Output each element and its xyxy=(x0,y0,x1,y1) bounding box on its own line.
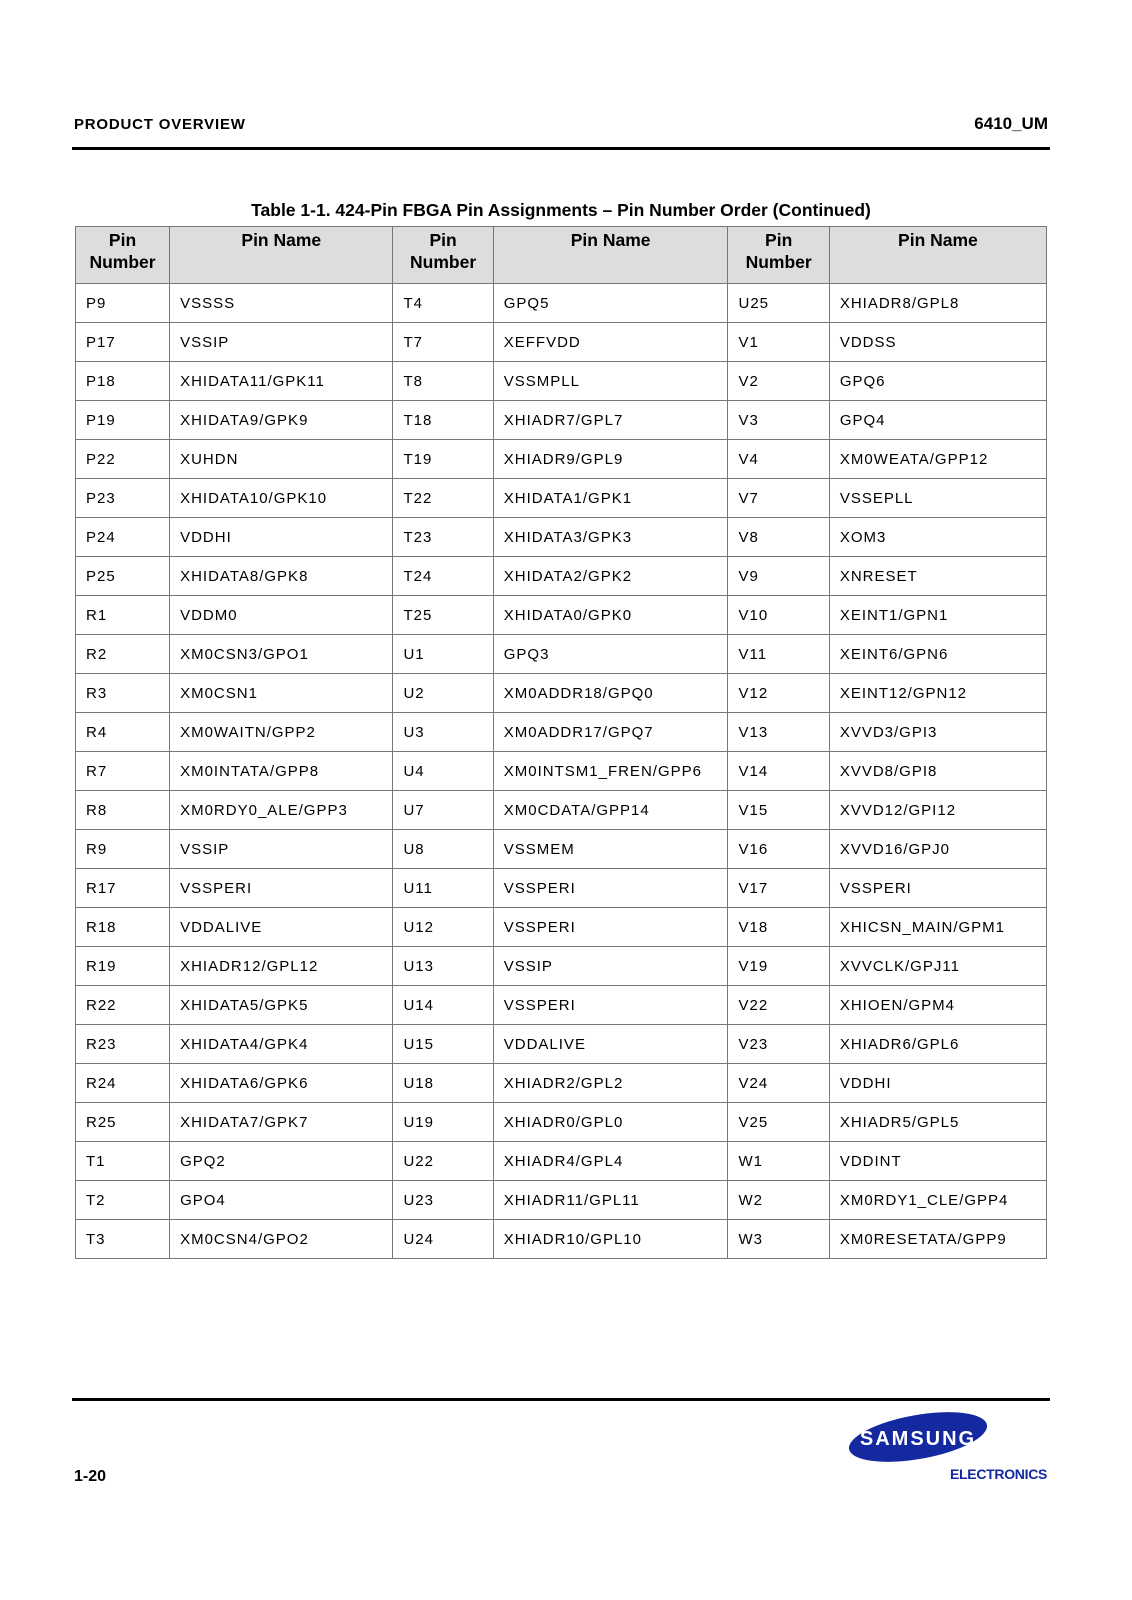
pin-name-cell: XM0CSN4/GPO2 xyxy=(170,1220,393,1259)
pin-assignment-table xyxy=(75,226,1047,1259)
pin-name-cell: XUHDN xyxy=(170,440,393,479)
pin-name-cell: XHIDATA6/GPK6 xyxy=(170,1064,393,1103)
column-header-pin-number: Pin Number xyxy=(393,227,493,284)
table-row xyxy=(76,479,1047,518)
pin-number-cell: R19 xyxy=(76,947,170,986)
header-rule xyxy=(72,147,1050,150)
pin-number-cell: U15 xyxy=(393,1025,493,1064)
pin-name-cell: XHIDATA2/GPK2 xyxy=(493,557,728,596)
table-row xyxy=(76,635,1047,674)
pin-name-cell: VDDALIVE xyxy=(170,908,393,947)
pin-name-cell: VSSMPLL xyxy=(493,362,728,401)
pin-number-cell: U25 xyxy=(728,284,829,323)
pin-number-cell: V25 xyxy=(728,1103,829,1142)
pin-number-cell: P18 xyxy=(76,362,170,401)
pin-number-cell: T4 xyxy=(393,284,493,323)
pin-number-cell: U19 xyxy=(393,1103,493,1142)
pin-number-cell: U22 xyxy=(393,1142,493,1181)
pin-name-cell: XHIDATA5/GPK5 xyxy=(170,986,393,1025)
pin-name-cell: XVVD12/GPI12 xyxy=(829,791,1046,830)
pin-name-cell: GPQ5 xyxy=(493,284,728,323)
table-row xyxy=(76,440,1047,479)
pin-number-cell: V8 xyxy=(728,518,829,557)
pin-name-cell: VSSPERI xyxy=(493,869,728,908)
pin-name-cell: XHIADR8/GPL8 xyxy=(829,284,1046,323)
table-row xyxy=(76,674,1047,713)
pin-name-cell: XM0ADDR17/GPQ7 xyxy=(493,713,728,752)
pin-number-cell: R17 xyxy=(76,869,170,908)
pin-number-cell: P22 xyxy=(76,440,170,479)
pin-number-cell: U2 xyxy=(393,674,493,713)
pin-number-cell: U11 xyxy=(393,869,493,908)
pin-number-cell: T18 xyxy=(393,401,493,440)
pin-number-cell: V12 xyxy=(728,674,829,713)
table-row xyxy=(76,1181,1047,1220)
pin-number-cell: R3 xyxy=(76,674,170,713)
pin-number-cell: V14 xyxy=(728,752,829,791)
pin-name-cell: VDDHI xyxy=(170,518,393,557)
table-caption: Table 1-1. 424-Pin FBGA Pin Assignments – Pin Number Order (Continued) xyxy=(251,200,871,220)
section-title: PRODUCT OVERVIEW xyxy=(74,116,246,133)
pin-number-cell: T7 xyxy=(393,323,493,362)
pin-number-cell: W2 xyxy=(728,1181,829,1220)
pin-number-cell: R23 xyxy=(76,1025,170,1064)
pin-name-cell: XHIOEN/GPM4 xyxy=(829,986,1046,1025)
pin-name-cell: XHIDATA9/GPK9 xyxy=(170,401,393,440)
pin-number-cell: W3 xyxy=(728,1220,829,1259)
pin-number-cell: V10 xyxy=(728,596,829,635)
pin-name-cell: GPQ6 xyxy=(829,362,1046,401)
pin-number-cell: T24 xyxy=(393,557,493,596)
pin-name-cell: XM0WEATA/GPP12 xyxy=(829,440,1046,479)
pin-number-cell: V9 xyxy=(728,557,829,596)
pin-number-cell: P23 xyxy=(76,479,170,518)
pin-name-cell: GPQ4 xyxy=(829,401,1046,440)
column-header-pin-number: Pin Number xyxy=(728,227,829,284)
pin-name-cell: GPQ3 xyxy=(493,635,728,674)
pin-name-cell: XVVD8/GPI8 xyxy=(829,752,1046,791)
pin-name-cell: VDDSS xyxy=(829,323,1046,362)
pin-number-cell: U3 xyxy=(393,713,493,752)
pin-name-cell: XHIDATA7/GPK7 xyxy=(170,1103,393,1142)
pin-number-cell: R1 xyxy=(76,596,170,635)
pin-number-cell: T22 xyxy=(393,479,493,518)
pin-number-cell: T8 xyxy=(393,362,493,401)
pin-name-cell: XHIADR0/GPL0 xyxy=(493,1103,728,1142)
pin-name-cell: XEINT12/GPN12 xyxy=(829,674,1046,713)
pin-name-cell: VSSPERI xyxy=(493,908,728,947)
pin-number-cell: U12 xyxy=(393,908,493,947)
pin-number-cell: P9 xyxy=(76,284,170,323)
pin-name-cell: VDDHI xyxy=(829,1064,1046,1103)
pin-name-cell: XHIDATA10/GPK10 xyxy=(170,479,393,518)
pin-name-cell: VSSIP xyxy=(493,947,728,986)
table-row xyxy=(76,284,1047,323)
pin-name-cell: XHIDATA0/GPK0 xyxy=(493,596,728,635)
pin-name-cell: XHIADR4/GPL4 xyxy=(493,1142,728,1181)
pin-name-cell: XM0RDY1_CLE/GPP4 xyxy=(829,1181,1046,1220)
pin-name-cell: XM0WAITN/GPP2 xyxy=(170,713,393,752)
pin-number-cell: V18 xyxy=(728,908,829,947)
pin-number-cell: V7 xyxy=(728,479,829,518)
pin-name-cell: XHIDATA1/GPK1 xyxy=(493,479,728,518)
pin-name-cell: XM0CDATA/GPP14 xyxy=(493,791,728,830)
table-row xyxy=(76,713,1047,752)
pin-name-cell: XHIADR12/GPL12 xyxy=(170,947,393,986)
pin-number-cell: P24 xyxy=(76,518,170,557)
table-row xyxy=(76,908,1047,947)
pin-number-cell: R2 xyxy=(76,635,170,674)
logo-wordmark: SAMSUNG xyxy=(859,1428,977,1450)
pin-name-cell: XOM3 xyxy=(829,518,1046,557)
pin-number-cell: V15 xyxy=(728,791,829,830)
pin-name-cell: XHIADR9/GPL9 xyxy=(493,440,728,479)
pin-name-cell: XM0CSN1 xyxy=(170,674,393,713)
pin-name-cell: VDDM0 xyxy=(170,596,393,635)
pin-number-cell: T19 xyxy=(393,440,493,479)
table-row xyxy=(76,518,1047,557)
pin-name-cell: GPO4 xyxy=(170,1181,393,1220)
pin-name-cell: XHIDATA4/GPK4 xyxy=(170,1025,393,1064)
pin-number-cell: R4 xyxy=(76,713,170,752)
pin-name-cell: VSSPERI xyxy=(829,869,1046,908)
pin-name-cell: XHIADR7/GPL7 xyxy=(493,401,728,440)
table-row xyxy=(76,1025,1047,1064)
pin-name-cell: XM0INTATA/GPP8 xyxy=(170,752,393,791)
pin-name-cell: XM0RESETATA/GPP9 xyxy=(829,1220,1046,1259)
pin-number-cell: U7 xyxy=(393,791,493,830)
pin-number-cell: T1 xyxy=(76,1142,170,1181)
pin-name-cell: XVVCLK/GPJ11 xyxy=(829,947,1046,986)
pin-name-cell: XM0ADDR18/GPQ0 xyxy=(493,674,728,713)
document-id: 6410_UM xyxy=(974,114,1048,133)
pin-number-cell: U13 xyxy=(393,947,493,986)
pin-number-cell: P25 xyxy=(76,557,170,596)
pin-number-cell: T23 xyxy=(393,518,493,557)
table-row xyxy=(76,986,1047,1025)
pin-number-cell: V23 xyxy=(728,1025,829,1064)
pin-name-cell: VSSSS xyxy=(170,284,393,323)
pin-number-cell: R7 xyxy=(76,752,170,791)
pin-number-cell: V16 xyxy=(728,830,829,869)
pin-number-cell: V24 xyxy=(728,1064,829,1103)
pin-name-cell: XHIADR6/GPL6 xyxy=(829,1025,1046,1064)
pin-number-cell: V11 xyxy=(728,635,829,674)
pin-name-cell: XHIADR2/GPL2 xyxy=(493,1064,728,1103)
pin-name-cell: XVVD3/GPI3 xyxy=(829,713,1046,752)
pin-name-cell: XHIADR5/GPL5 xyxy=(829,1103,1046,1142)
pin-name-cell: XM0INTSM1_FREN/GPP6 xyxy=(493,752,728,791)
pin-number-cell: U23 xyxy=(393,1181,493,1220)
pin-name-cell: XHIDATA11/GPK11 xyxy=(170,362,393,401)
pin-name-cell: XM0RDY0_ALE/GPP3 xyxy=(170,791,393,830)
page-number: 1-20 xyxy=(74,1468,107,1485)
column-header-pin-name: Pin Name xyxy=(170,227,393,284)
pin-name-cell: XEFFVDD xyxy=(493,323,728,362)
pin-name-cell: XHICSN_MAIN/GPM1 xyxy=(829,908,1046,947)
table-row xyxy=(76,323,1047,362)
pin-number-cell: U8 xyxy=(393,830,493,869)
table-row xyxy=(76,557,1047,596)
pin-number-cell: P19 xyxy=(76,401,170,440)
column-header-pin-number: Pin Number xyxy=(76,227,170,284)
table-header-row xyxy=(76,227,1047,284)
table-row xyxy=(76,869,1047,908)
pin-number-cell: U4 xyxy=(393,752,493,791)
pin-name-cell: XEINT6/GPN6 xyxy=(829,635,1046,674)
pin-number-cell: W1 xyxy=(728,1142,829,1181)
page-header xyxy=(74,116,1048,138)
logo-subtitle: ELECTRONICS xyxy=(950,1466,1048,1482)
pin-number-cell: V3 xyxy=(728,401,829,440)
table-row xyxy=(76,1103,1047,1142)
table-row xyxy=(76,1220,1047,1259)
pin-name-cell: XM0CSN3/GPO1 xyxy=(170,635,393,674)
pin-name-cell: VSSIP xyxy=(170,323,393,362)
table-row xyxy=(76,401,1047,440)
table-row xyxy=(76,596,1047,635)
pin-name-cell: VDDINT xyxy=(829,1142,1046,1181)
pin-name-cell: VSSEPLL xyxy=(829,479,1046,518)
pin-number-cell: R18 xyxy=(76,908,170,947)
pin-number-cell: V17 xyxy=(728,869,829,908)
column-header-pin-name: Pin Name xyxy=(493,227,728,284)
samsung-logo xyxy=(846,1408,990,1466)
pin-number-cell: U24 xyxy=(393,1220,493,1259)
pin-name-cell: VSSPERI xyxy=(170,869,393,908)
pin-name-cell: XHIDATA8/GPK8 xyxy=(170,557,393,596)
pin-name-cell: GPQ2 xyxy=(170,1142,393,1181)
footer-rule xyxy=(72,1398,1050,1401)
table-row xyxy=(76,830,1047,869)
table-row xyxy=(76,362,1047,401)
pin-number-cell: R9 xyxy=(76,830,170,869)
pin-number-cell: T2 xyxy=(76,1181,170,1220)
pin-name-cell: XNRESET xyxy=(829,557,1046,596)
pin-number-cell: V1 xyxy=(728,323,829,362)
table-row xyxy=(76,947,1047,986)
pin-number-cell: V22 xyxy=(728,986,829,1025)
pin-number-cell: T25 xyxy=(393,596,493,635)
pin-number-cell: U14 xyxy=(393,986,493,1025)
table-row xyxy=(76,791,1047,830)
pin-number-cell: V13 xyxy=(728,713,829,752)
pin-number-cell: V2 xyxy=(728,362,829,401)
pin-name-cell: VSSMEM xyxy=(493,830,728,869)
pin-number-cell: R8 xyxy=(76,791,170,830)
pin-name-cell: XEINT1/GPN1 xyxy=(829,596,1046,635)
table-row xyxy=(76,752,1047,791)
pin-number-cell: R24 xyxy=(76,1064,170,1103)
pin-number-cell: R22 xyxy=(76,986,170,1025)
column-header-pin-name: Pin Name xyxy=(829,227,1046,284)
pin-name-cell: XHIADR11/GPL11 xyxy=(493,1181,728,1220)
pin-number-cell: U1 xyxy=(393,635,493,674)
table-row xyxy=(76,1142,1047,1181)
pin-number-cell: V4 xyxy=(728,440,829,479)
pin-name-cell: XHIADR10/GPL10 xyxy=(493,1220,728,1259)
pin-number-cell: T3 xyxy=(76,1220,170,1259)
pin-name-cell: VSSIP xyxy=(170,830,393,869)
pin-name-cell: VDDALIVE xyxy=(493,1025,728,1064)
pin-name-cell: XVVD16/GPJ0 xyxy=(829,830,1046,869)
pin-name-cell: VSSPERI xyxy=(493,986,728,1025)
pin-name-cell: XHIDATA3/GPK3 xyxy=(493,518,728,557)
pin-number-cell: U18 xyxy=(393,1064,493,1103)
pin-number-cell: V19 xyxy=(728,947,829,986)
pin-number-cell: P17 xyxy=(76,323,170,362)
pin-number-cell: R25 xyxy=(76,1103,170,1142)
table-row xyxy=(76,1064,1047,1103)
